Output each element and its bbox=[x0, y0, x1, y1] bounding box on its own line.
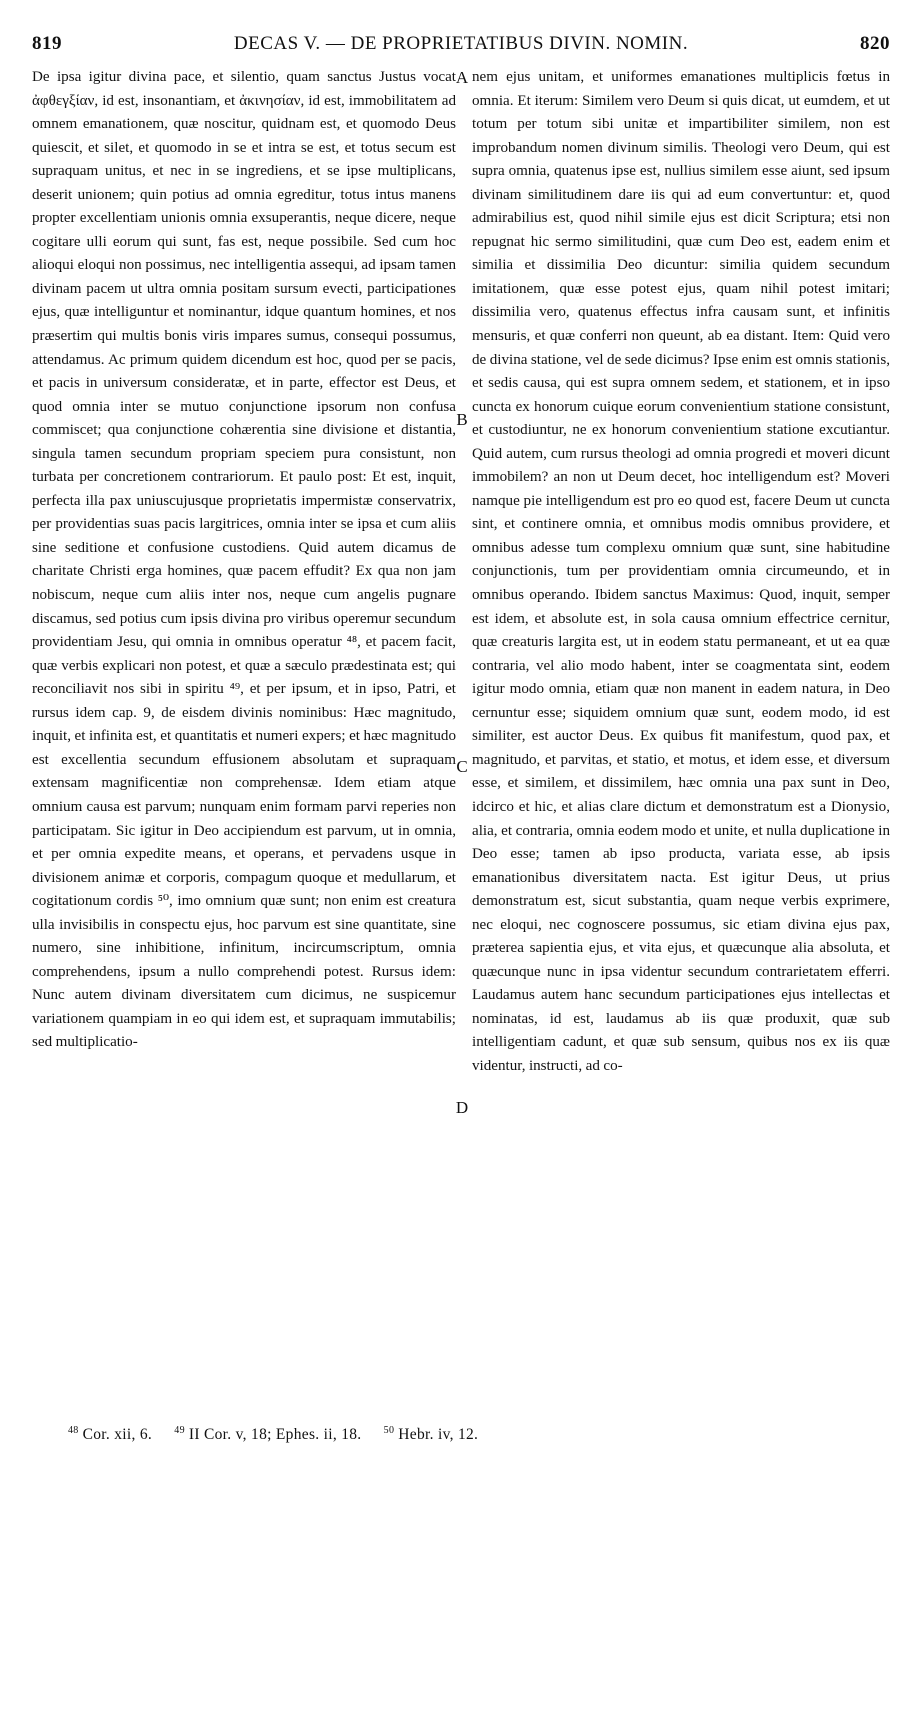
left-column bbox=[32, 66, 456, 1718]
footnote-text: Cor. xii, 6. bbox=[82, 1426, 153, 1444]
footnote bbox=[68, 1426, 152, 1443]
footnotes bbox=[68, 1425, 888, 1444]
footnote bbox=[174, 1426, 361, 1443]
running-title: DECAS V. — DE PROPRIETATIBUS DIVIN. NOMIN. bbox=[233, 33, 689, 54]
left-column-text: De ipsa igitur divina pace, et silentio, quam sanctus Justus vocat ἀφθεγξίαν, id est, insonantiam, et ἀκινησίαν, id est, immobilitatem ad omnem emanationem, quæ noscitur, quidnam est, et quomodo Deus quiescit, et silet, et quomodo in se et intra se est, et totus secum est supraquam unitus, et nec in se ingrediens, et se ipse multiplicans, deserit unionem; quin potius ad omnia egreditur, totus intus manens propter excellentiam unionis omnia exsuperantis, neque dicere, neque cogitare ulli eorum qui sunt, fas est, neque possibile. Sed cum hoc alioqui eloqui non possimus, nec intelligentia assequi, ad ipsam tamen divinam pacem ut ultra omnia positam sursum evecti, participationes ejus, quæ intelliguntur et nominantur, idque quantum homines, et nos præsertim qui multis bonis viris impares sumus, consequi possumus, attendamus. Ac primum quidem dicendum est hoc, quod per se pacis, et pacis in universum consideratæ, et in parte, effector est Deus, et quod omnia inter se mutuo conjunctione ipsorum non confusa commiscet; qua conjunctione cohærentia sine divisione et distantia, singula tamen secundum propriam speciem pura consistunt, non turbata per concretionem contrariorum. Et paulo post: Et est, inquit, perfecta illa pax uniuscujusque proprietatis impermistæ conservatrix, per providentias suas pacis largitrices, omnia inter se ipsa et cum aliis sine seditione et confusione custodiens. Quid autem dicamus de charitate Christi erga homines, quæ pacem effudit? Ex qua non jam nobiscum, neque cum aliis inter nos, neque cum angelis pugnare discamus, sed potius cum ipsis divina pro viribus operemur secundum providentiam Jesu, qui omnia in omnibus operatur ⁴⁸, et pacem facit, quæ verbis explicari non potest, et quæ a sæculo prædestinata est; qui reconciliavit nos sibi in spiritu ⁴⁹, et per ipsum, et in ipso, Patri, et rursus idem cap. 9, de eisdem divinis nominibus: Hæc magnitudo, inquit, et infinita est, et quantitatis et numeri expers; et hæc magnitudo est excellentia secundum effusionem absolutam et supraquam extensam magnificentiæ non comprehensæ. Idem etiam atque omnium causa est parvum; nunquam enim formam parvi reperies non participatam. Sic igitur in Deo accipiendum est parvum, ut in omnia, et per omnia expedite means, et operans, et pervadens usque in divisionem animæ et corporis, compagum quoque et medullarum, et cogitationum cordis ⁵⁰, imo omnium quæ sunt; non enim est creatura ulla invisibilis in conspectu ejus, hoc parvum est sine quantitate, sine numero, sine inhibitione, infinitum, incircumscriptum, omnia comprehendens, ipsum a nullo comprehendi potest. Rursus idem: Nunc autem divinam diversitatem cum dicimus, ne suspicemur variationem quampiam in eo qui idem est, et supraquam immutabilis; sed multiplicatio- bbox=[32, 69, 456, 1051]
right-column-text: nem ejus unitam, et uniformes emanationes multiplicis fœtus in omnia. Et iterum: Similem vero Deum si quis dicat, ut eumdem, et ut totum per totum sibi unitæ et impartibiliter similem, non est improbandum nomen divinum similis. Theologi vero Deum, qui est supra omnia, quatenus ipse est, nullius similem esse aiunt, sed ipsum divinam similitudinem dare iis qui ad eum convertuntur: et, quod admirabilius est, quod nihil simile ejus est dicit Scriptura; etsi non repugnat hic sermo similitudini, quæ cum Deo est, eadem enim et similia et dissimilia Deo dicuntur: similia quidem secundum imitationem, quæ esse potest ejus, quam nihil potest imitari; dissimilia vero, quatenus effectus infra causam sunt, et infinitis mensuris, et quæ conferri non queunt, ab ea distant. Item: Quid vero de divina statione, vel de sede dicimus? Ipse enim est omnis stationis, et sedis causa, qui est supra omnem sedem, et stationem, et in ipso cuncta ex honorum cuique eorum convenientium statione consistunt, et custodiuntur, ne ex honorum convenientium statione excutiantur. Quid autem, cum rursus theologi ad omnia progredi et moveri dicunt immobilem? an non ut Deum decet, hoc intelligendum est? Moveri namque pie intelligendum est pro eo quod est, facere Deum ut cuncta sint, et continere omnia, et omnibus modis omnibus providere, et omnibus adesse tum complexu omnium quæ sunt, sine habitudine conjunctionis, tum per providentiam omnia circumeundo, et in omnibus operando. Ibidem sanctus Maximus: Quod, inquit, semper est idem, et absolute est, in sola causa omnium effectrice cernitur, quæ creaturis largita est, ut in eodem statu permaneant, et ut ea quæ contraria, vel alio modo habent, inter se coagmentata sint, eodem igitur modo omnia, etiam quæ non manent in eadem natura, in Deo cernuntur esse; siquidem omnium quæ sunt, eodem modo, id est similiter, est auctor Deus. Ex quibus fit manifestum, quod pax, et magnitudo, et parvitas, et statio, et motus, et idem esse, et diversum esse, et similem, et dissimilem, hæc omnia una pax sunt in Deo, idcirco et hic, et alias clare dictum et demonstratum est a Dionysio, alia, et contraria, omnia eodem modo et unite, et nulla duplicatione in Deo esse; tamen ab ipso producta, variata esse, ab ipsis emanationibus diversitatem nacta. Est igitur Deus, ut prius demonstratum est, sicut substantia, quam neque verbis exprimere, nec eloqui, nec cognoscere possumus, sic etiam divina ejus pax, præterea sapientia ejus, et vita ejus, et quæcunque alia absoluta, et quæcunque nunc in ipsa videntur secundum contrarietatem efferri. Laudamus autem hanc secundum participationes ejus intellectas et nominatas, id est, laudamus ab iis quæ produxit, quæ sub intelligentiam cadunt, et quæ sub sensum, quibus nos ex iis quæ videntur, instructi, ad co- bbox=[472, 69, 890, 1074]
footnote bbox=[384, 1426, 479, 1443]
page-number-left: 819 bbox=[32, 33, 62, 54]
right-column bbox=[472, 66, 890, 1718]
footnote-text: II Cor. v, 18; Ephes. ii, 18. bbox=[188, 1426, 362, 1444]
footnote-mark: 48 bbox=[68, 1425, 79, 1436]
page-number-right: 820 bbox=[860, 33, 890, 54]
margin-letter-b: B bbox=[456, 410, 468, 429]
footnote-mark: 49 bbox=[174, 1425, 185, 1436]
margin-letter-c: C bbox=[456, 757, 468, 776]
margin-letter-a: A bbox=[455, 68, 469, 87]
margin-letter-d: D bbox=[455, 1098, 469, 1117]
footnote-text: Hebr. iv, 12. bbox=[398, 1426, 479, 1444]
footnote-mark: 50 bbox=[383, 1425, 395, 1436]
running-header bbox=[32, 33, 890, 59]
